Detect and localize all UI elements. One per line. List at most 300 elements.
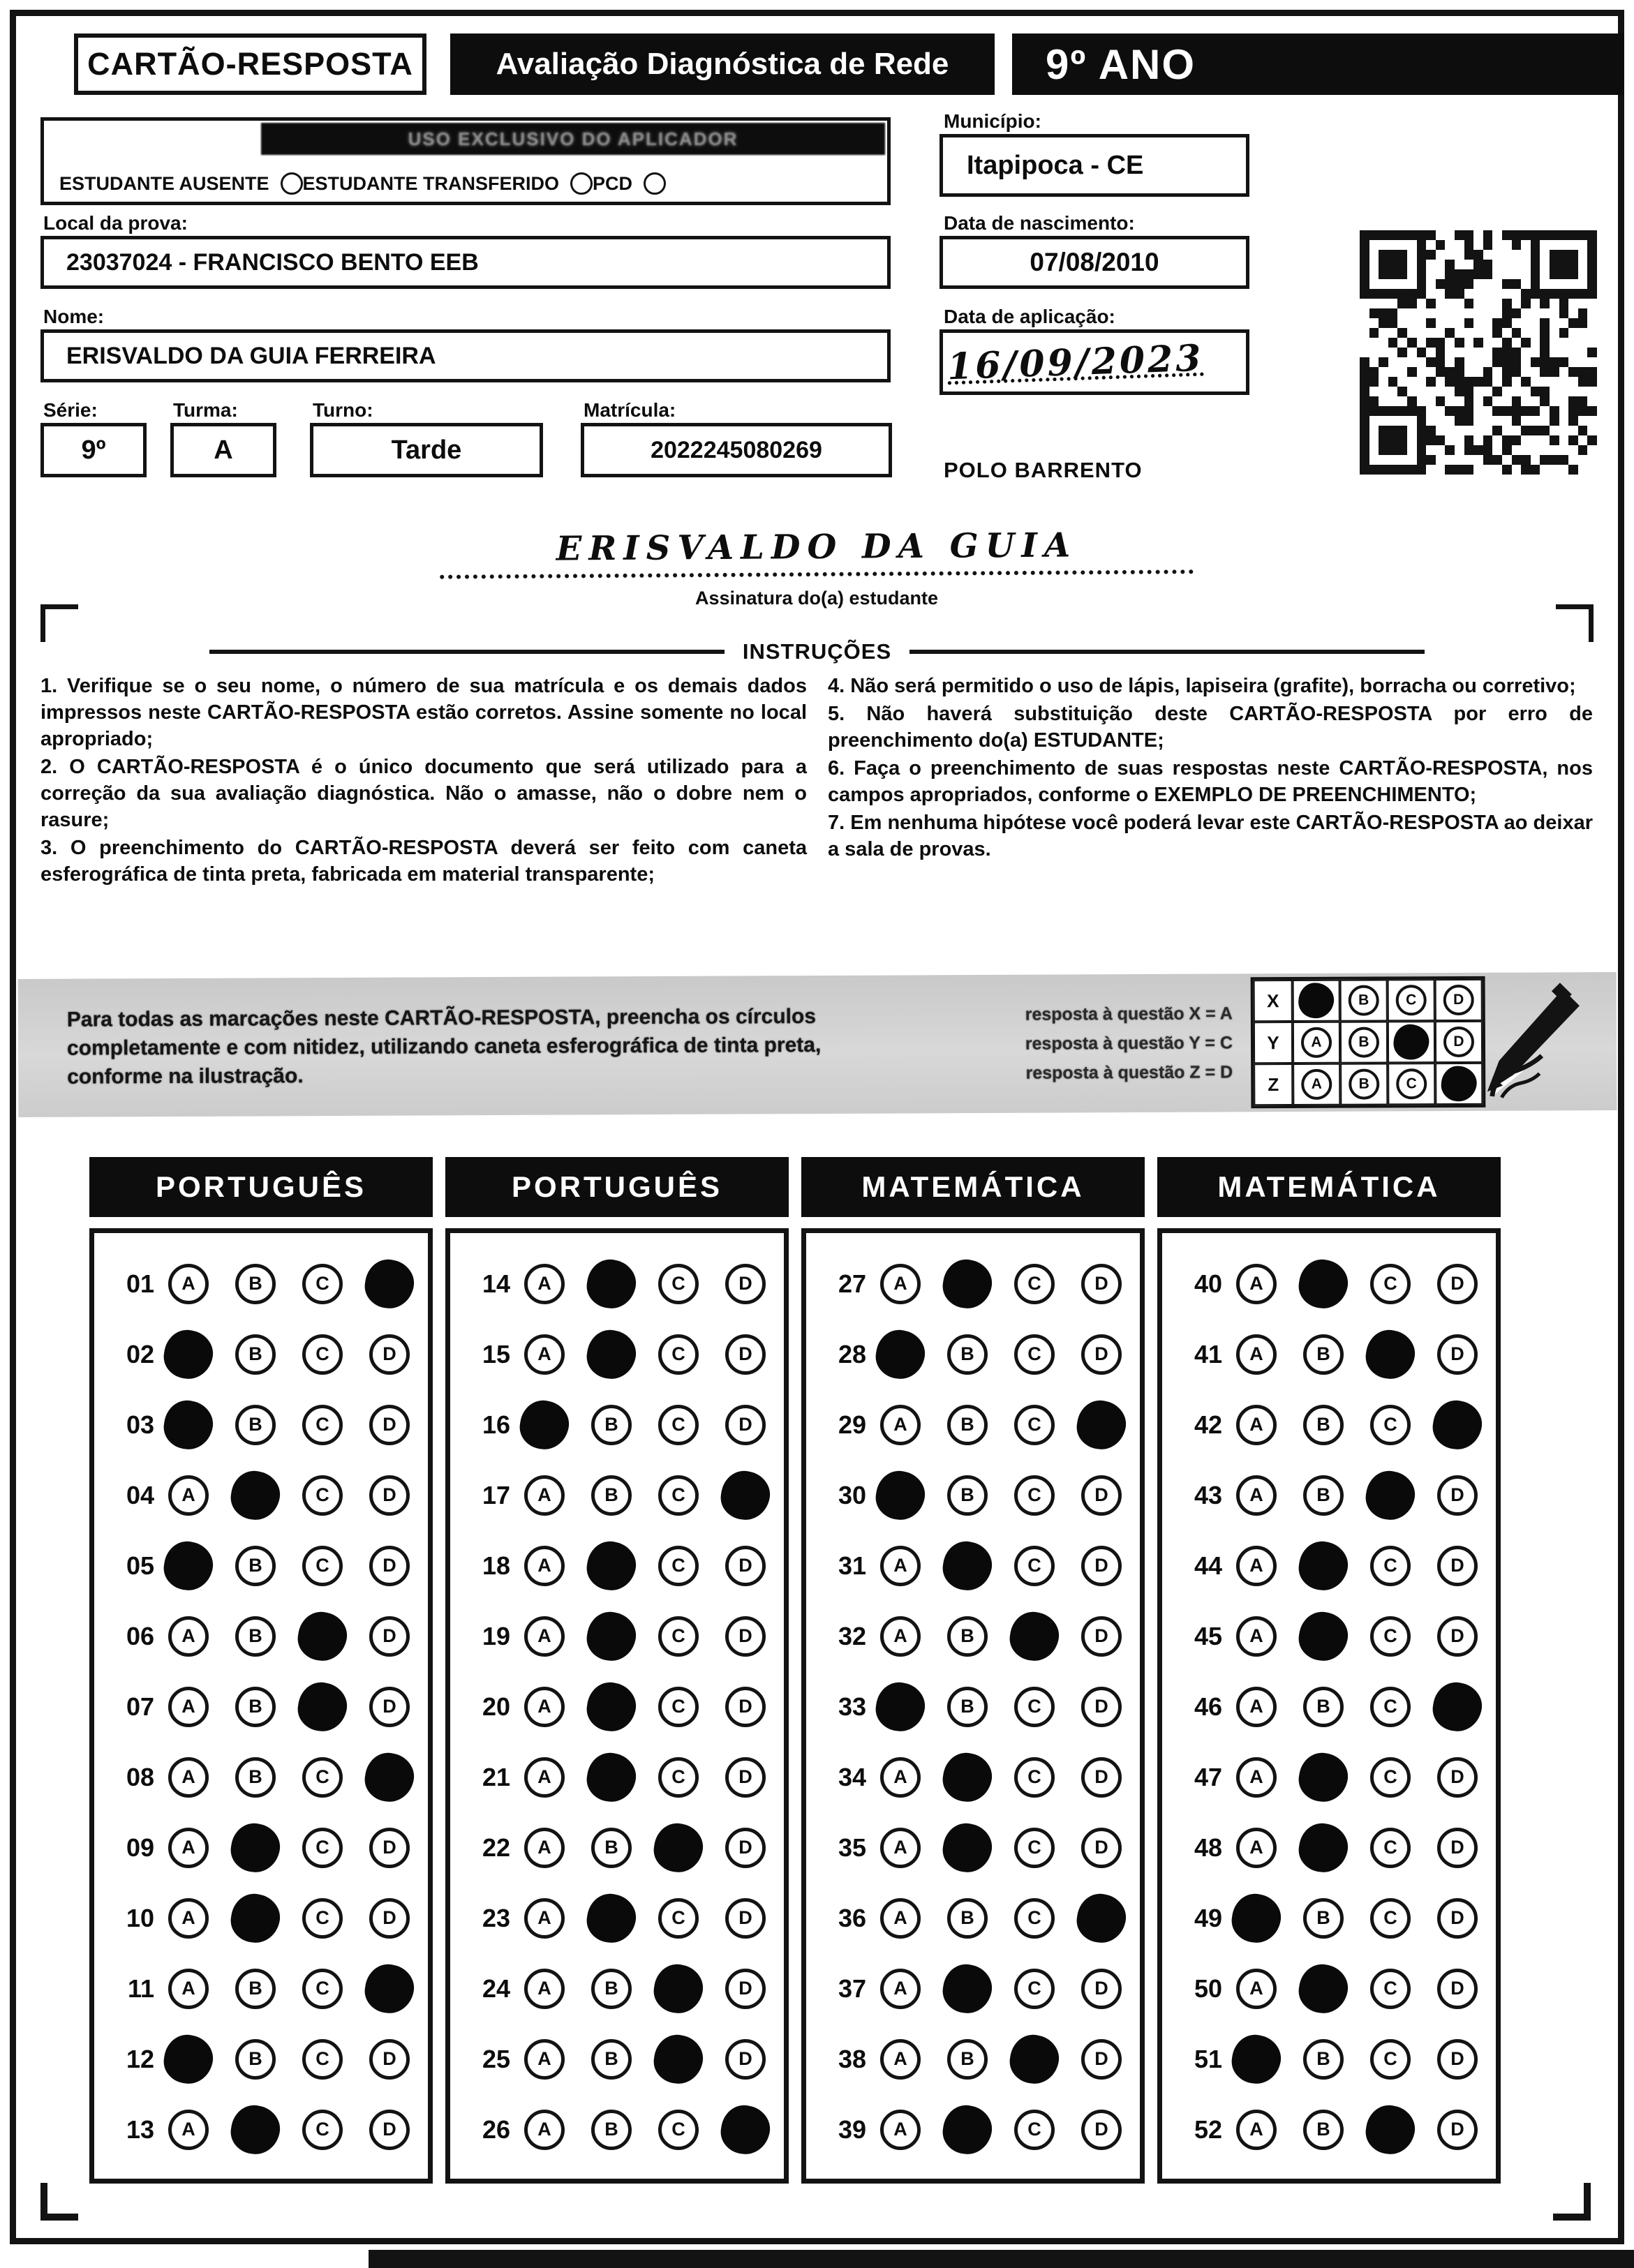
bubble-q12-D[interactable]	[369, 2039, 410, 2080]
bubble-q20-D[interactable]	[725, 1687, 766, 1727]
bubble-q43-B[interactable]	[1303, 1475, 1344, 1516]
bubble-q07-B[interactable]	[235, 1687, 276, 1727]
bubble-q37-C[interactable]	[1014, 1969, 1055, 2009]
bubble-q51-B[interactable]	[1303, 2039, 1344, 2080]
bubble-q03-B[interactable]	[235, 1405, 276, 1445]
question-number: 03	[126, 1410, 154, 1439]
bubble-q52-B[interactable]	[1303, 2110, 1344, 2150]
bubble-q18-D[interactable]	[725, 1546, 766, 1586]
bubble-q13-C[interactable]	[302, 2110, 343, 2150]
bubble-q49-C[interactable]	[1370, 1898, 1411, 1939]
bubble-q10-A[interactable]	[168, 1898, 209, 1939]
bubble-q49-B[interactable]	[1303, 1898, 1344, 1939]
bubble-q08-D[interactable]	[362, 1750, 417, 1805]
bubble-group	[519, 1616, 771, 1657]
bubble-q49-A[interactable]	[1228, 1890, 1284, 1946]
transferred-student-bubble[interactable]	[570, 172, 593, 195]
qr-module	[1531, 357, 1540, 367]
question-row-19	[460, 1601, 771, 1671]
qr-module	[1559, 328, 1569, 338]
bubble-q26-D[interactable]	[718, 2102, 773, 2158]
qr-module	[1492, 338, 1502, 348]
qr-module	[1360, 250, 1369, 260]
bubble-q30-C[interactable]	[1014, 1475, 1055, 1516]
bubble-q21-D[interactable]	[725, 1757, 766, 1798]
bubble-group	[875, 1405, 1127, 1445]
qr-module	[1578, 338, 1588, 348]
bubble-q48-D[interactable]	[1437, 1828, 1478, 1868]
qr-module	[1445, 387, 1455, 396]
bubble-q43-C[interactable]	[1362, 1468, 1418, 1523]
question-number: 19	[482, 1621, 510, 1650]
bubble-q04-A[interactable]	[168, 1475, 209, 1516]
bubble-q50-D[interactable]	[1437, 1969, 1478, 2009]
bubble-q41-A[interactable]	[1236, 1334, 1277, 1375]
bubble-q39-B[interactable]	[939, 2102, 995, 2158]
bubble-q47-B[interactable]	[1295, 1750, 1351, 1805]
bubble-q47-A[interactable]	[1236, 1757, 1277, 1798]
bubble-q42-D[interactable]	[1429, 1397, 1485, 1453]
qr-module	[1436, 269, 1446, 279]
bubble-letter: D	[738, 1555, 752, 1576]
bubble-q38-D[interactable]	[1081, 2039, 1122, 2080]
bubble-q10-C[interactable]	[302, 1898, 343, 1939]
question-row-34	[816, 1742, 1127, 1812]
bubble-q22-A[interactable]	[524, 1828, 565, 1868]
bubble-q19-C[interactable]	[658, 1616, 699, 1657]
qr-module	[1397, 387, 1407, 396]
qr-module	[1360, 455, 1369, 465]
bubble-q09-D[interactable]	[369, 1828, 410, 1868]
bubble-q01-B[interactable]	[235, 1264, 276, 1304]
bubble-q16-A[interactable]	[517, 1397, 572, 1453]
qr-module	[1540, 387, 1550, 396]
bubble-q27-B[interactable]	[939, 1256, 995, 1312]
bubble-q52-A[interactable]	[1236, 2110, 1277, 2150]
bubble-letter: C	[315, 1837, 329, 1858]
bubble-q51-C[interactable]	[1370, 2039, 1411, 2080]
bubble-q40-D[interactable]	[1437, 1264, 1478, 1304]
bubble-q41-C[interactable]	[1362, 1327, 1418, 1382]
bubble-q11-B[interactable]	[235, 1969, 276, 2009]
bubble-q08-B[interactable]	[235, 1757, 276, 1798]
question-number: 23	[482, 1903, 510, 1932]
bubble-q12-C[interactable]	[302, 2039, 343, 2080]
bubble-q14-A[interactable]	[524, 1264, 565, 1304]
bubble-q17-C[interactable]	[658, 1475, 699, 1516]
qr-module	[1360, 269, 1369, 279]
bubble-q10-D[interactable]	[369, 1898, 410, 1939]
qr-module	[1436, 465, 1446, 475]
bubble-q15-C[interactable]	[658, 1334, 699, 1375]
bubble-q16-B[interactable]	[591, 1405, 632, 1445]
qr-module	[1531, 318, 1540, 328]
bubble-q16-C[interactable]	[658, 1405, 699, 1445]
bubble-q26-B[interactable]	[591, 2110, 632, 2150]
bubble-q31-B[interactable]	[939, 1538, 995, 1594]
bubble-q38-A[interactable]	[880, 2039, 921, 2080]
qr-module	[1578, 406, 1588, 416]
bubble-q50-A[interactable]	[1236, 1969, 1277, 2009]
bubble-q42-B[interactable]	[1303, 1405, 1344, 1445]
bubble-q15-B[interactable]	[584, 1327, 639, 1382]
qr-module	[1531, 367, 1540, 377]
bubble-q01-A[interactable]	[168, 1264, 209, 1304]
bubble-q05-B[interactable]	[235, 1546, 276, 1586]
bubble-q27-D[interactable]	[1081, 1264, 1122, 1304]
bubble-q04-C[interactable]	[302, 1475, 343, 1516]
bubble-q05-D[interactable]	[369, 1546, 410, 1586]
bubble-q24-A[interactable]	[524, 1969, 565, 2009]
question-number: 32	[838, 1621, 866, 1650]
bubble-q39-C[interactable]	[1014, 2110, 1055, 2150]
bubble-q36-C[interactable]	[1014, 1898, 1055, 1939]
bubble-q12-A[interactable]	[161, 2031, 216, 2087]
bubble-q27-C[interactable]	[1014, 1264, 1055, 1304]
bubble-q21-B[interactable]	[584, 1750, 639, 1805]
bubble-q11-D[interactable]	[362, 1961, 417, 2017]
bubble-q29-D[interactable]	[1074, 1397, 1129, 1453]
bubble-q51-A[interactable]	[1228, 2031, 1284, 2087]
answer-column-1	[89, 1157, 433, 2184]
qr-module	[1397, 357, 1407, 367]
bubble-q07-C[interactable]	[295, 1679, 350, 1735]
bubble-q38-C[interactable]	[1007, 2031, 1062, 2087]
bubble-q44-B[interactable]	[1295, 1538, 1351, 1594]
bubble-q03-A[interactable]	[161, 1397, 216, 1453]
bubble-q45-D[interactable]	[1437, 1616, 1478, 1657]
bubble-q48-A[interactable]	[1236, 1828, 1277, 1868]
question-number: 12	[126, 2044, 154, 2073]
bubble-q29-B[interactable]	[947, 1405, 988, 1445]
bubble-q03-C[interactable]	[302, 1405, 343, 1445]
bubble-letter: B	[1316, 2119, 1330, 2140]
bubble-q46-C[interactable]	[1370, 1687, 1411, 1727]
bubble-letter: D	[1094, 1343, 1108, 1364]
qr-module	[1568, 279, 1578, 289]
bubble-q18-B[interactable]	[584, 1538, 639, 1594]
bubble-q52-D[interactable]	[1437, 2110, 1478, 2150]
bubble-q14-B[interactable]	[584, 1256, 639, 1312]
qr-module	[1417, 377, 1427, 387]
bubble-q35-D[interactable]	[1081, 1828, 1122, 1868]
bubble-letter: C	[671, 1625, 685, 1646]
bubble-q11-A[interactable]	[168, 1969, 209, 2009]
qr-module	[1568, 387, 1578, 396]
bubble-q50-C[interactable]	[1370, 1969, 1411, 2009]
qr-module	[1464, 269, 1474, 279]
bubble-q22-D[interactable]	[725, 1828, 766, 1868]
bubble-q07-A[interactable]	[168, 1687, 209, 1727]
bubble-q33-D[interactable]	[1081, 1687, 1122, 1727]
bubble-q35-B[interactable]	[939, 1820, 995, 1876]
bubble-q36-D[interactable]	[1074, 1890, 1129, 1946]
qr-module	[1360, 387, 1369, 396]
bubble-letter: B	[248, 1625, 262, 1646]
qr-module	[1531, 289, 1540, 299]
bubble-q06-D[interactable]	[369, 1616, 410, 1657]
bubble-q52-C[interactable]	[1362, 2102, 1418, 2158]
bubble-letter: A	[181, 2119, 195, 2140]
bubble-q38-B[interactable]	[947, 2039, 988, 2080]
bubble-q05-C[interactable]	[302, 1546, 343, 1586]
bubble-q33-B[interactable]	[947, 1687, 988, 1727]
bubble-q51-D[interactable]	[1437, 2039, 1478, 2080]
bubble-q25-C[interactable]	[651, 2031, 706, 2087]
bubble-q39-D[interactable]	[1081, 2110, 1122, 2150]
bubble-q37-D[interactable]	[1081, 1969, 1122, 2009]
qr-module	[1360, 367, 1369, 377]
bubble-q26-C[interactable]	[658, 2110, 699, 2150]
qr-module	[1369, 348, 1379, 357]
bubble-q28-D[interactable]	[1081, 1334, 1122, 1375]
bubble-q34-D[interactable]	[1081, 1757, 1122, 1798]
qr-module	[1578, 299, 1588, 308]
bubble-q28-B[interactable]	[947, 1334, 988, 1375]
bubble-q17-D[interactable]	[718, 1468, 773, 1523]
qr-module	[1426, 240, 1436, 250]
qr-module	[1473, 416, 1483, 426]
bubble-q48-C[interactable]	[1370, 1828, 1411, 1868]
bubble-q23-A[interactable]	[524, 1898, 565, 1939]
bubble-q24-C[interactable]	[651, 1961, 706, 2017]
bubble-q43-A[interactable]	[1236, 1475, 1277, 1516]
qr-module	[1379, 230, 1388, 240]
bubble-q18-A[interactable]	[524, 1546, 565, 1586]
absent-student-bubble[interactable]	[281, 172, 303, 195]
bubble-q47-C[interactable]	[1370, 1757, 1411, 1798]
bubble-q21-A[interactable]	[524, 1757, 565, 1798]
bubble-q40-A[interactable]	[1236, 1264, 1277, 1304]
bubble-q06-A[interactable]	[168, 1616, 209, 1657]
qr-module	[1455, 348, 1464, 357]
bubble-q31-D[interactable]	[1081, 1546, 1122, 1586]
instruction-item: 2. O CARTÃO-RESPOSTA é o único documento que será utilizado para a correção da sua avaliação diagnóstica. Não o amasse, não o dobre nem o rasure;	[40, 756, 807, 831]
qr-module	[1550, 406, 1559, 416]
bubble-q27-A[interactable]	[880, 1264, 921, 1304]
bubble-q29-C[interactable]	[1014, 1405, 1055, 1445]
bubble-q28-C[interactable]	[1014, 1334, 1055, 1375]
bubble-q25-B[interactable]	[591, 2039, 632, 2080]
qr-module	[1369, 465, 1379, 475]
bubble-q17-B[interactable]	[591, 1475, 632, 1516]
qr-module	[1521, 328, 1531, 338]
bubble-q24-B[interactable]	[591, 1969, 632, 2009]
bubble-group	[1231, 1616, 1483, 1657]
bubble-q31-C[interactable]	[1014, 1546, 1055, 1586]
bubble-q15-D[interactable]	[725, 1334, 766, 1375]
bubble-q22-B[interactable]	[591, 1828, 632, 1868]
bubble-q05-A[interactable]	[161, 1538, 216, 1594]
bubble-q32-B[interactable]	[947, 1616, 988, 1657]
bubble-letter: D	[1450, 1343, 1464, 1364]
bubble-q08-A[interactable]	[168, 1757, 209, 1798]
qr-module	[1512, 289, 1522, 299]
bubble-q46-D[interactable]	[1429, 1679, 1485, 1735]
qr-module	[1578, 240, 1588, 250]
qr-module	[1473, 357, 1483, 367]
qr-module	[1587, 240, 1597, 250]
qr-module	[1388, 250, 1398, 260]
bubble-q07-D[interactable]	[369, 1687, 410, 1727]
bubble-q45-B[interactable]	[1295, 1609, 1351, 1664]
example-row-label: X	[1254, 980, 1293, 1022]
bubble-group	[519, 1828, 771, 1868]
applicator-section	[40, 117, 891, 205]
qr-module	[1369, 250, 1379, 260]
bubble-q33-A[interactable]	[872, 1679, 928, 1735]
bubble-q13-D[interactable]	[369, 2110, 410, 2150]
bubble-q09-A[interactable]	[168, 1828, 209, 1868]
qr-module	[1473, 230, 1483, 240]
bubble-q19-B[interactable]	[584, 1609, 639, 1664]
bubble-q30-B[interactable]	[947, 1475, 988, 1516]
bubble-q26-A[interactable]	[524, 2110, 565, 2150]
bubble-q29-A[interactable]	[880, 1405, 921, 1445]
bubble-group	[519, 2039, 771, 2080]
qr-module	[1492, 318, 1502, 328]
bubble-q09-C[interactable]	[302, 1828, 343, 1868]
bubble-q13-A[interactable]	[168, 2110, 209, 2150]
bubble-q30-A[interactable]	[872, 1468, 928, 1523]
qr-module	[1559, 396, 1569, 406]
qr-module	[1559, 435, 1569, 445]
bubble-q41-B[interactable]	[1303, 1334, 1344, 1375]
bubble-q34-B[interactable]	[939, 1750, 995, 1805]
question-number: 29	[838, 1410, 866, 1439]
bubble-q02-B[interactable]	[235, 1334, 276, 1375]
bubble-letter: C	[1383, 1414, 1397, 1435]
bubble-q20-B[interactable]	[584, 1679, 639, 1735]
bubble-q45-A[interactable]	[1236, 1616, 1277, 1657]
bubble-q22-C[interactable]	[651, 1820, 706, 1876]
bubble-q12-B[interactable]	[235, 2039, 276, 2080]
bubble-q44-D[interactable]	[1437, 1546, 1478, 1586]
bubble-q50-B[interactable]	[1295, 1961, 1351, 2017]
local-value: 23037024 - FRANCISCO BENTO EEB	[40, 236, 891, 289]
bubble-q48-B[interactable]	[1295, 1820, 1351, 1876]
qr-module	[1531, 338, 1540, 348]
qr-module	[1540, 318, 1550, 328]
bubble-q21-C[interactable]	[658, 1757, 699, 1798]
page-corner-bottom-left	[40, 2183, 78, 2221]
bubble-q23-B[interactable]	[584, 1890, 639, 1946]
bubble-q41-D[interactable]	[1437, 1334, 1478, 1375]
bubble-q42-C[interactable]	[1370, 1405, 1411, 1445]
bubble-q30-D[interactable]	[1081, 1475, 1122, 1516]
bubble-q32-C[interactable]	[1007, 1609, 1062, 1664]
bubble-q46-A[interactable]	[1236, 1687, 1277, 1727]
qr-module	[1417, 289, 1427, 299]
bubble-q10-B[interactable]	[228, 1890, 283, 1946]
page-title: CARTÃO-RESPOSTA	[74, 33, 426, 95]
bubble-q47-D[interactable]	[1437, 1757, 1478, 1798]
bubble-q17-A[interactable]	[524, 1475, 565, 1516]
bubble-q14-C[interactable]	[658, 1264, 699, 1304]
bubble-q25-A[interactable]	[524, 2039, 565, 2080]
bubble-letter: A	[1249, 1343, 1263, 1364]
bubble-q34-C[interactable]	[1014, 1757, 1055, 1798]
bubble-q01-C[interactable]	[302, 1264, 343, 1304]
bubble-q13-B[interactable]	[228, 2102, 283, 2158]
bubble-q01-D[interactable]	[362, 1256, 417, 1312]
pcd-bubble[interactable]	[644, 172, 666, 195]
question-number: 11	[127, 1974, 154, 2003]
bubble-q44-C[interactable]	[1370, 1546, 1411, 1586]
bubble-q45-C[interactable]	[1370, 1616, 1411, 1657]
bubble-q18-C[interactable]	[658, 1546, 699, 1586]
bubble-q04-D[interactable]	[369, 1475, 410, 1516]
qr-module	[1521, 455, 1531, 465]
bubble-q33-C[interactable]	[1014, 1687, 1055, 1727]
bubble-q23-C[interactable]	[658, 1898, 699, 1939]
bubble-letter: C	[1383, 1625, 1397, 1646]
bubble-q08-C[interactable]	[302, 1757, 343, 1798]
bubble-q04-B[interactable]	[228, 1468, 283, 1523]
bubble-q19-D[interactable]	[725, 1616, 766, 1657]
bubble-q36-A[interactable]	[880, 1898, 921, 1939]
bubble-q49-D[interactable]	[1437, 1898, 1478, 1939]
qr-module	[1492, 240, 1502, 250]
bubble-q46-B[interactable]	[1303, 1687, 1344, 1727]
bubble-q20-A[interactable]	[524, 1687, 565, 1727]
qr-module	[1568, 367, 1578, 377]
bubble-q44-A[interactable]	[1236, 1546, 1277, 1586]
bubble-q40-B[interactable]	[1295, 1256, 1351, 1312]
bubble-q20-C[interactable]	[658, 1687, 699, 1727]
bubble-q42-A[interactable]	[1236, 1405, 1277, 1445]
bubble-q35-C[interactable]	[1014, 1828, 1055, 1868]
bubble-q14-D[interactable]	[725, 1264, 766, 1304]
bubble-q32-A[interactable]	[880, 1616, 921, 1657]
bubble-q40-C[interactable]	[1370, 1264, 1411, 1304]
bubble-q25-D[interactable]	[725, 2039, 766, 2080]
bubble-q16-D[interactable]	[725, 1405, 766, 1445]
bubble-q09-B[interactable]	[228, 1820, 283, 1876]
bubble-q23-D[interactable]	[725, 1898, 766, 1939]
qr-module	[1568, 406, 1578, 416]
qr-module	[1531, 406, 1540, 416]
qr-module	[1492, 387, 1502, 396]
bubble-q15-A[interactable]	[524, 1334, 565, 1375]
bubble-q35-A[interactable]	[880, 1828, 921, 1868]
qr-module	[1483, 396, 1493, 406]
bubble-q19-A[interactable]	[524, 1616, 565, 1657]
bubble-q32-D[interactable]	[1081, 1616, 1122, 1657]
bubble-q39-A[interactable]	[880, 2110, 921, 2150]
qr-module	[1426, 260, 1436, 269]
bubble-q06-C[interactable]	[295, 1609, 350, 1664]
bubble-group	[875, 1969, 1127, 2009]
bubble-q02-C[interactable]	[302, 1334, 343, 1375]
bubble-letter: C	[671, 1696, 685, 1717]
bubble-q36-B[interactable]	[947, 1898, 988, 1939]
bubble-q28-A[interactable]	[872, 1327, 928, 1382]
bubble-q31-A[interactable]	[880, 1546, 921, 1586]
bubble-q34-A[interactable]	[880, 1757, 921, 1798]
bubble-q37-A[interactable]	[880, 1969, 921, 2009]
bubble-q06-B[interactable]	[235, 1616, 276, 1657]
qr-module	[1578, 396, 1588, 406]
bubble-q37-B[interactable]	[939, 1961, 995, 2017]
bubble-q02-D[interactable]	[369, 1334, 410, 1375]
student-signature[interactable]: ERISVALDO DA GUIA	[440, 525, 1194, 579]
bubble-q11-C[interactable]	[302, 1969, 343, 2009]
bubble-q02-A[interactable]	[161, 1327, 216, 1382]
bubble-q03-D[interactable]	[369, 1405, 410, 1445]
bubble-q24-D[interactable]	[725, 1969, 766, 2009]
bubble-q43-D[interactable]	[1437, 1475, 1478, 1516]
